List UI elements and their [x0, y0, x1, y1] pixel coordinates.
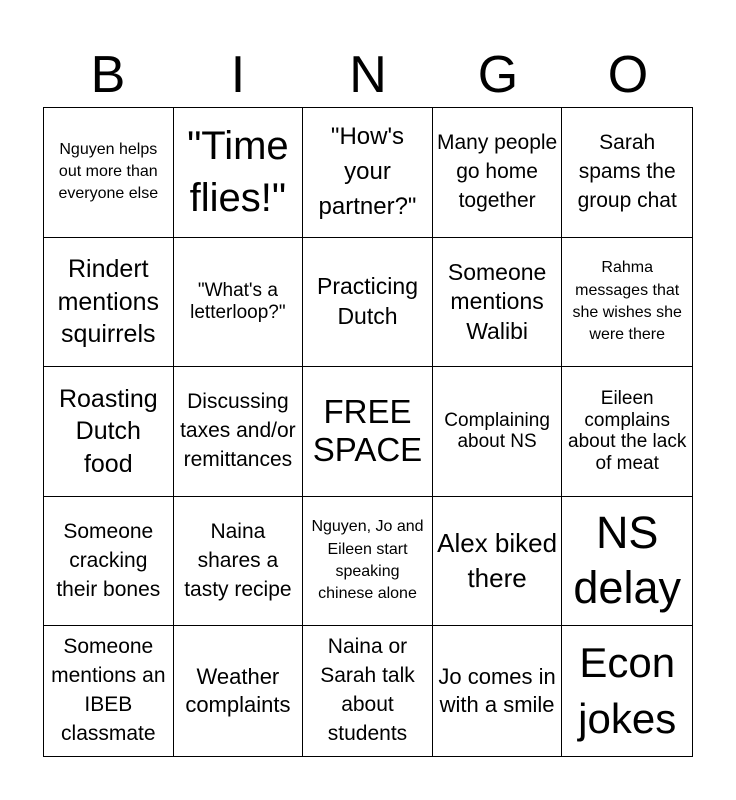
- bingo-cell[interactable]: Naina or Sarah talk about students: [303, 626, 433, 756]
- bingo-cell[interactable]: Someone mentions Walibi: [433, 238, 563, 368]
- bingo-cell[interactable]: "What's a letterloop?": [174, 238, 304, 368]
- bingo-cell[interactable]: Econ jokes: [578, 638, 677, 743]
- bingo-cell[interactable]: Someone mentions an IBEB classmate: [44, 626, 174, 756]
- header-letter-g: G: [477, 46, 519, 104]
- bingo-cell[interactable]: Naina shares a tasty recipe: [174, 497, 304, 627]
- bingo-cell[interactable]: Rindert mentions squirrels: [44, 238, 174, 368]
- bingo-cell[interactable]: Sarah spams the group chat: [562, 108, 692, 238]
- header-letter-b: B: [90, 46, 126, 104]
- bingo-cell[interactable]: Alex biked there: [433, 497, 563, 627]
- bingo-cell[interactable]: NS delay: [562, 497, 692, 627]
- bingo-header: [43, 40, 693, 106]
- bingo-cell[interactable]: "How's your partner?": [303, 108, 433, 238]
- header-letter-n: N: [349, 46, 387, 104]
- bingo-cell[interactable]: Discussing taxes and/or remittances: [174, 367, 304, 497]
- bingo-cell[interactable]: Weather complaints: [174, 626, 304, 756]
- bingo-cell[interactable]: Roasting Dutch food: [44, 367, 174, 497]
- bingo-cell[interactable]: Many people go home together: [433, 108, 563, 238]
- bingo-board: [43, 107, 693, 757]
- bingo-cell[interactable]: FREE SPACE: [303, 367, 433, 497]
- bingo-cell[interactable]: Someone cracking their bones: [44, 497, 174, 627]
- bingo-cell[interactable]: "Time flies!": [174, 108, 304, 238]
- bingo-cell[interactable]: Practicing Dutch: [303, 238, 433, 368]
- bingo-cell[interactable]: Jo comes in with a smile: [433, 626, 563, 756]
- bingo-cell[interactable]: Eileen complains about the lack of meat: [562, 367, 692, 497]
- bingo-cell[interactable]: Nguyen helps out more than everyone else: [44, 108, 174, 238]
- header-letter-i: I: [230, 46, 246, 104]
- header-letter-o: O: [607, 46, 649, 104]
- bingo-cell[interactable]: Rahma messages that she wishes she were there: [562, 238, 692, 368]
- bingo-cell[interactable]: Complaining about NS: [433, 367, 563, 497]
- bingo-cell[interactable]: Nguyen, Jo and Eileen start speaking chinese alone: [303, 497, 433, 627]
